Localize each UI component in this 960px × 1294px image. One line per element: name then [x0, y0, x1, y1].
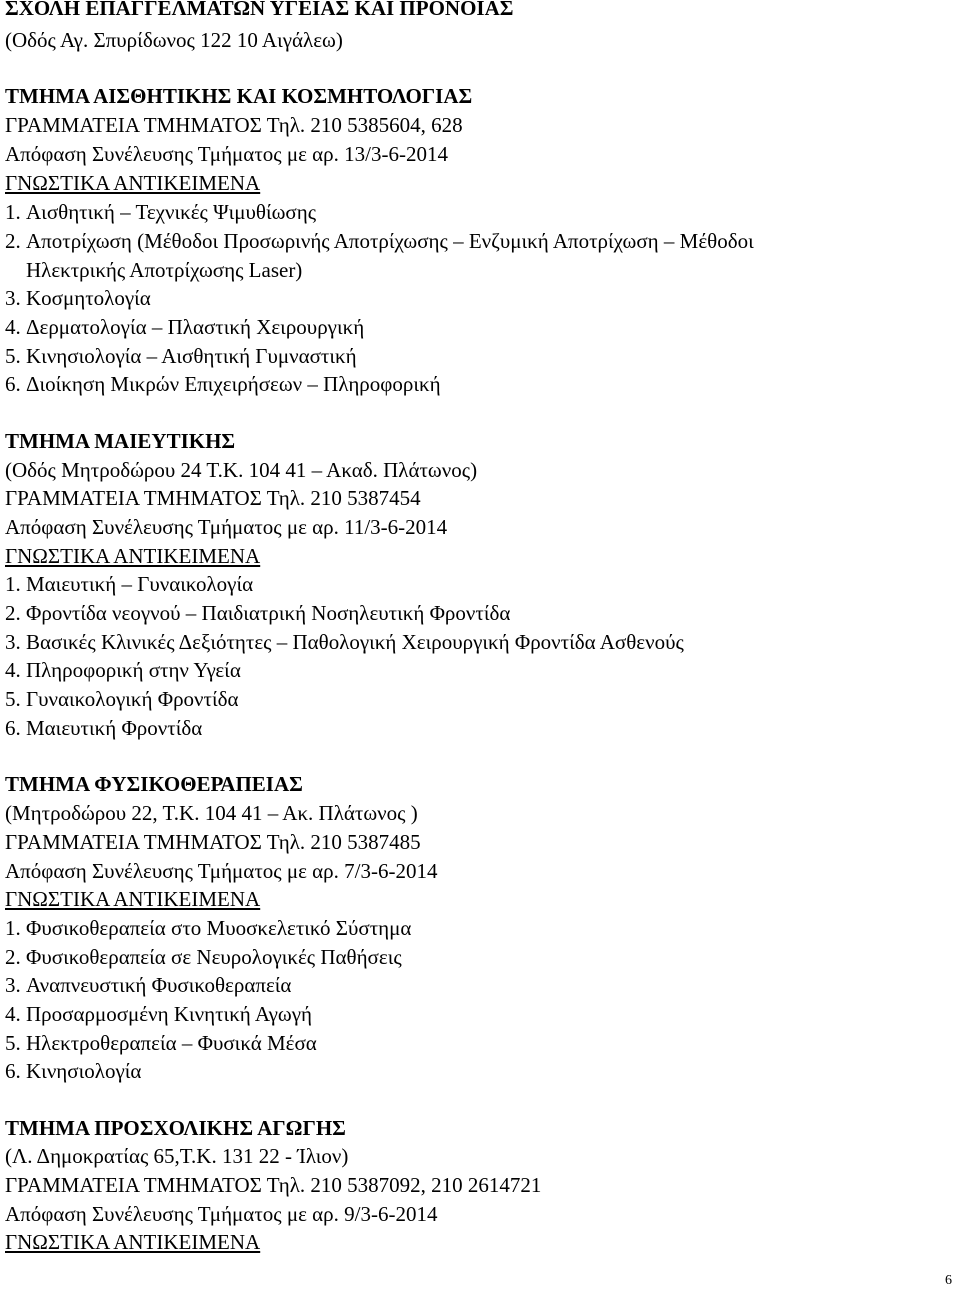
section-address: (Λ. Δημοκρατίας 65,Τ.Κ. 131 22 - Ίλιον)	[5, 1144, 349, 1168]
decision-line: Απόφαση Συνέλευσης Τμήματος με αρ. 9/3-6-2014	[5, 1202, 438, 1226]
school-address: (Οδός Αγ. Σπυρίδωνος 122 10 Αιγάλεω)	[5, 28, 343, 52]
section-address: (Μητροδώρου 22, Τ.Κ. 104 41 – Ακ. Πλάτωνος )	[5, 801, 418, 825]
page-number: 6	[945, 1273, 952, 1288]
document-page: ΣΧΟΛΗ ΕΠΑΓΓΕΛΜΑΤΩΝ ΥΓΕΙΑΣ ΚΑΙ ΠΡΟΝΟΙΑΣ (Οδός Αγ. Σπυρίδωνος 122 10 Αιγάλεω) ΤΜΗΜΑ ΑΙΣΘΗΤΙΚΗΣ ΚΑΙ ΚΟΣΜΗΤΟΛΟΓΙΑΣ ΓΡΑΜΜΑΤΕΙΑ ΤΜΗΜΑΤΟΣ Τηλ. 210 5385604, 628 Απόφαση Συνέλευσης Τμήματος με αρ. 13/3-6-2014 ΓΝΩΣΤΙΚΑ ΑΝΤΙΚΕΙΜΕΝΑ 1. Αισθητική – Τεχνικές Ψιμυθίωσης 2. Αποτρίχωση (Μέθοδοι Προσωρινής Αποτρίχωσης – Ενζυμική Αποτρίχωση – Μέθοδοι Ηλεκτρικής Αποτρίχωσης Laser) 3. Κοσμητολογία 4. Δερματολογία – Πλαστική Χειρουργική 5. Κινησιολογία – Αισθητική Γυμναστική 6. Διοίκηση Μικρών Επιχειρήσεων – Πληροφορική ΤΜΗΜΑ ΜΑΙΕΥΤΙΚΗΣ (Οδός Μητροδώρου 24 Τ.Κ. 104 41 – Ακαδ. Πλάτωνος) ΓΡΑΜΜΑΤΕΙΑ ΤΜΗΜΑΤΟΣ Τηλ. 210 5387454 Απόφαση Συνέλευσης Τμήματος με αρ. 11/3-6-2014 ΓΝΩΣΤΙΚΑ ΑΝΤΙΚΕΙΜΕΝΑ 1. Μαιευτική – Γυναικολογία 2. Φροντίδα νεογνού – Παιδιατρική Νοσηλευτική Φροντίδα 3. Βασικές Κλινικές Δεξιότητες – Παθολογική Χειρουργική Φροντίδα Ασθενούς 4. Πληροφορική στην Υγεία 5. Γυναικολογική Φροντίδα 6. Μαιευτική Φροντίδα ΤΜΗΜΑ ΦΥΣΙΚΟΘΕΡΑΠΕΙΑΣ (Μητροδώρου 22, Τ.Κ. 104 41 – Ακ. Πλάτωνος ) ΓΡΑΜΜΑΤΕΙΑ ΤΜΗΜΑΤΟΣ Τηλ. 210 5387485 Απόφαση Συνέλευσης Τμήματος με αρ. 7/3-6-2014 ΓΝΩΣΤΙΚΑ ΑΝΤΙΚΕΙΜΕΝΑ 1. Φυσικοθεραπεία στο Μυοσκελετικό Σύστημα 2. Φυσικοθεραπεία σε Νευρολογικές Παθήσεις 3. Αναπνευστική Φυσικοθεραπεία 4. Προσαρμοσμένη Κινητική Αγωγή 5. Ηλεκτροθεραπεία – Φυσικά Μέσα 6. Κινησιολογία ΤΜΗΜΑ ΠΡΟΣΧΟΛΙΚΗΣ ΑΓΩΓΗΣ (Λ. Δημοκρατίας 65,Τ.Κ. 131 22 - Ίλιον) ΓΡΑΜΜΑΤΕΙΑ ΤΜΗΜΑΤΟΣ Τηλ. 210 5387092, 210 2614721 Απόφαση Συνέλευσης Τμήματος με αρ. 9/3-6-2014 ΓΝΩΣΤΙΚΑ ΑΝΤΙΚΕΙΜΕΝΑ 6	[0, 0, 960, 1294]
secretariat-line: ΓΡΑΜΜΑΤΕΙΑ ΤΜΗΜΑΤΟΣ Τηλ. 210 5387092, 210 2614721	[5, 1173, 542, 1197]
secretariat-line: ΓΡΑΜΜΑΤΕΙΑ ΤΜΗΜΑΤΟΣ Τηλ. 210 5387485	[5, 830, 421, 854]
section-address: (Οδός Μητροδώρου 24 Τ.Κ. 104 41 – Ακαδ. Πλάτωνος)	[5, 458, 478, 482]
school-title: ΣΧΟΛΗ ΕΠΑΓΓΕΛΜΑΤΩΝ ΥΓΕΙΑΣ ΚΑΙ ΠΡΟΝΟΙΑΣ	[5, 0, 514, 20]
section-title-preschool: ΤΜΗΜΑ ΠΡΟΣΧΟΛΙΚΗΣ ΑΓΩΓΗΣ	[5, 1116, 346, 1140]
section-title-physiotherapy: ΤΜΗΜΑ ΦΥΣΙΚΟΘΕΡΑΠΕΙΑΣ	[5, 772, 303, 796]
subjects-label: ΓΝΩΣΤΙΚΑ ΑΝΤΙΚΕΙΜΕΝΑ	[5, 887, 261, 911]
decision-line: Απόφαση Συνέλευσης Τμήματος με αρ. 13/3-6-2014	[5, 142, 448, 166]
secretariat-line: ΓΡΑΜΜΑΤΕΙΑ ΤΜΗΜΑΤΟΣ Τηλ. 210 5385604, 628	[5, 113, 463, 137]
section-title-aesthetics: ΤΜΗΜΑ ΑΙΣΘΗΤΙΚΗΣ ΚΑΙ ΚΟΣΜΗΤΟΛΟΓΙΑΣ	[5, 84, 473, 108]
subjects-label: ΓΝΩΣΤΙΚΑ ΑΝΤΙΚΕΙΜΕΝΑ	[5, 1230, 261, 1254]
decision-line: Απόφαση Συνέλευσης Τμήματος με αρ. 11/3-6-2014	[5, 515, 448, 539]
subjects-label: ΓΝΩΣΤΙΚΑ ΑΝΤΙΚΕΙΜΕΝΑ	[5, 544, 261, 568]
secretariat-line: ΓΡΑΜΜΑΤΕΙΑ ΤΜΗΜΑΤΟΣ Τηλ. 210 5387454	[5, 486, 421, 510]
section-title-midwifery: ΤΜΗΜΑ ΜΑΙΕΥΤΙΚΗΣ	[5, 429, 236, 453]
decision-line: Απόφαση Συνέλευσης Τμήματος με αρ. 7/3-6-2014	[5, 859, 438, 883]
subjects-label: ΓΝΩΣΤΙΚΑ ΑΝΤΙΚΕΙΜΕΝΑ	[5, 171, 261, 195]
